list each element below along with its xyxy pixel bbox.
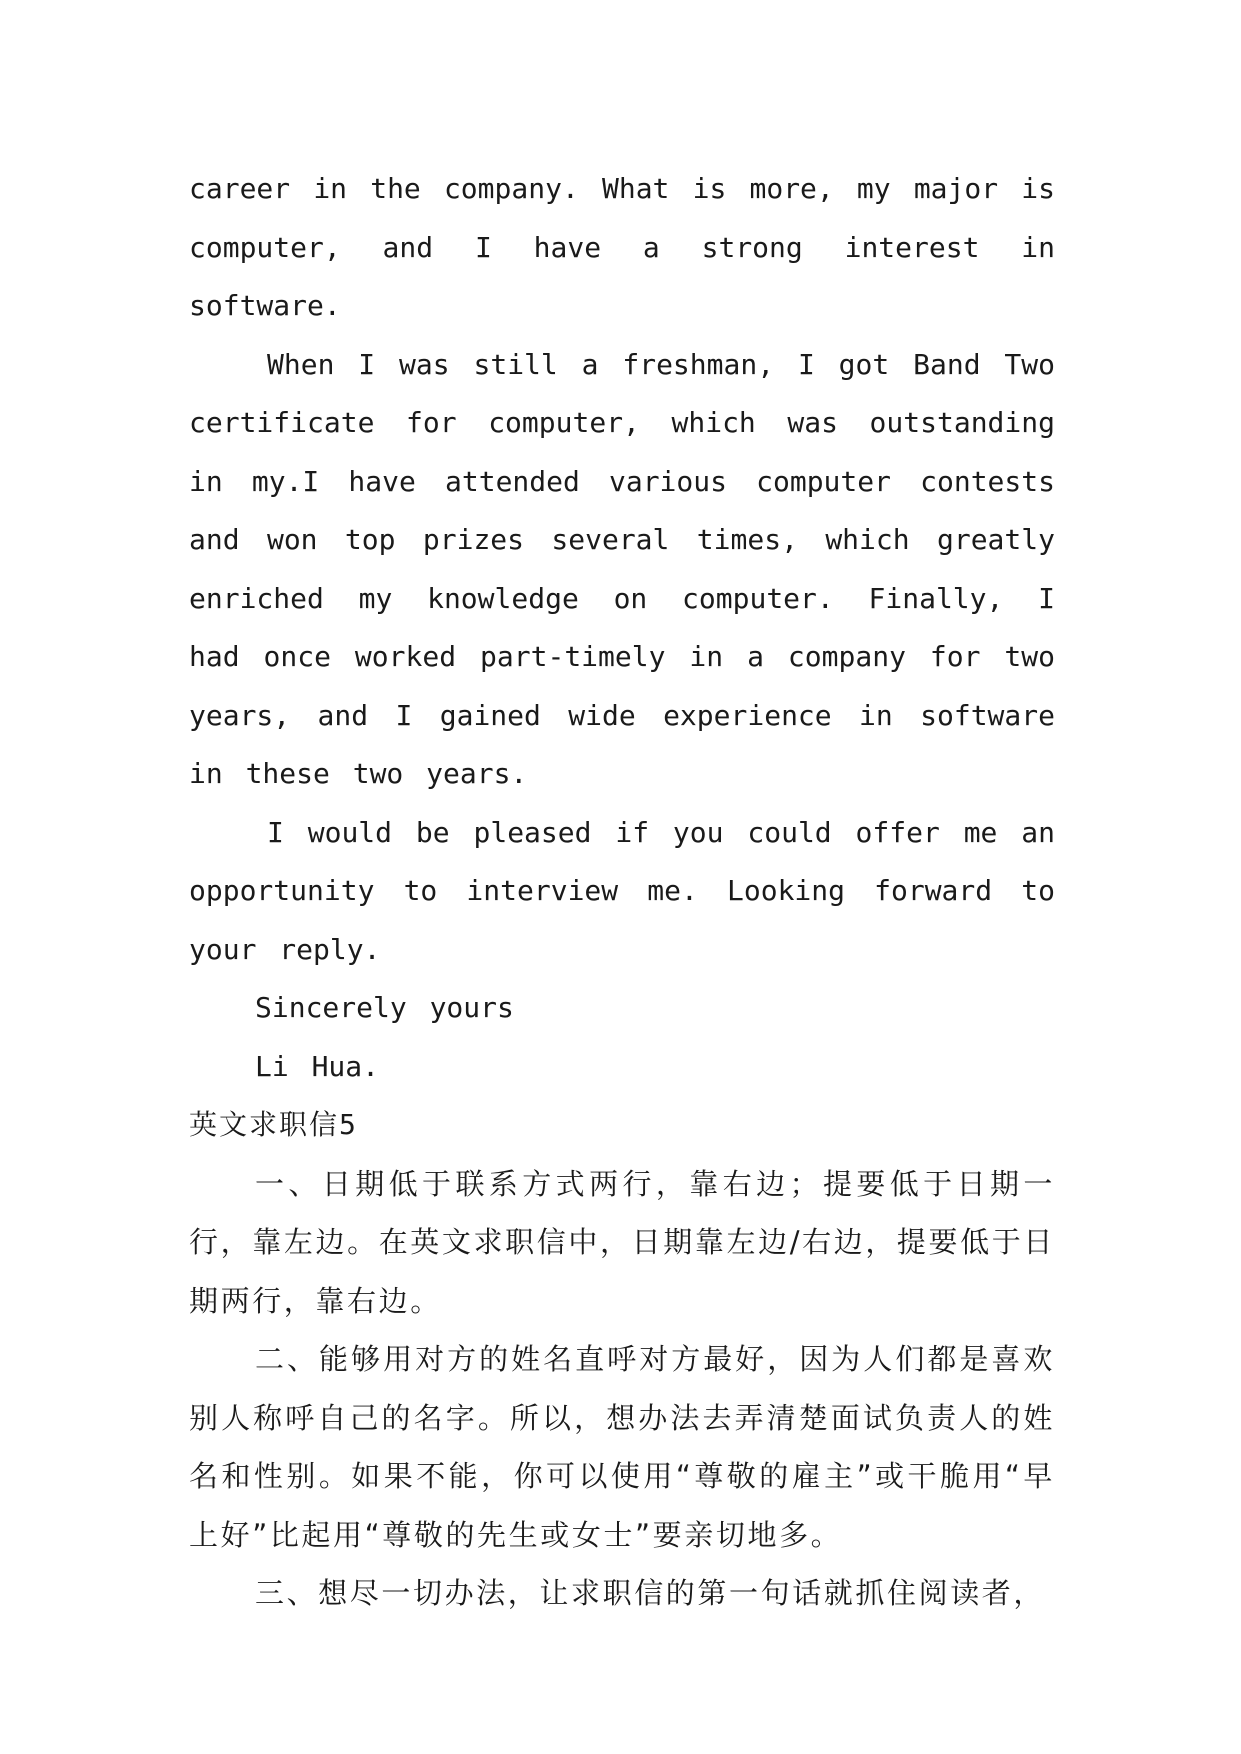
section-item-1: 一、日期低于联系方式两行，靠右边；提要低于日期一行，靠左边。在英文求职信中，日期靠左边/右边，提要低于日期两行，靠右边。: [189, 1166, 1055, 1318]
letter-signature: Li Hua.: [255, 1049, 380, 1083]
letter-paragraph-2: When I was still a freshman, I got Band Two certificate for computer, which was outstanding in my.I have attended various computer contests and won top prizes several times, which greatly enriched my knowledge on computer. Finally, I had once worked part-timely in a company for two years, and I gained wide experience in software in these two years.: [189, 347, 1055, 790]
letter-closing: Sincerely yours: [255, 991, 514, 1024]
section-item-3: 三、想尽一切办法，让求职信的第一句话就抓住阅读者，: [255, 1576, 1046, 1610]
section-item-2: 二、能够用对方的姓名直呼对方最好，因为人们都是喜欢别人称呼自己的名字。所以，想办法去弄清楚面试负责人的姓名和性别。如果不能，你可以使用“尊敬的雇主”或干脆用“早上好”比起用“尊敬的先生或女士”要亲切地多。: [189, 1342, 1055, 1552]
letter-paragraph-3: I would be pleased if you could offer me an opportunity to interview me. Looking forward to your reply.: [189, 815, 1055, 966]
letter-paragraph-1: career in the company. What is more, my major is computer, and I have a strong interest in software.: [189, 172, 1055, 322]
section-heading: 英文求职信5: [189, 1108, 358, 1141]
document-page: [189, 160, 1055, 1623]
